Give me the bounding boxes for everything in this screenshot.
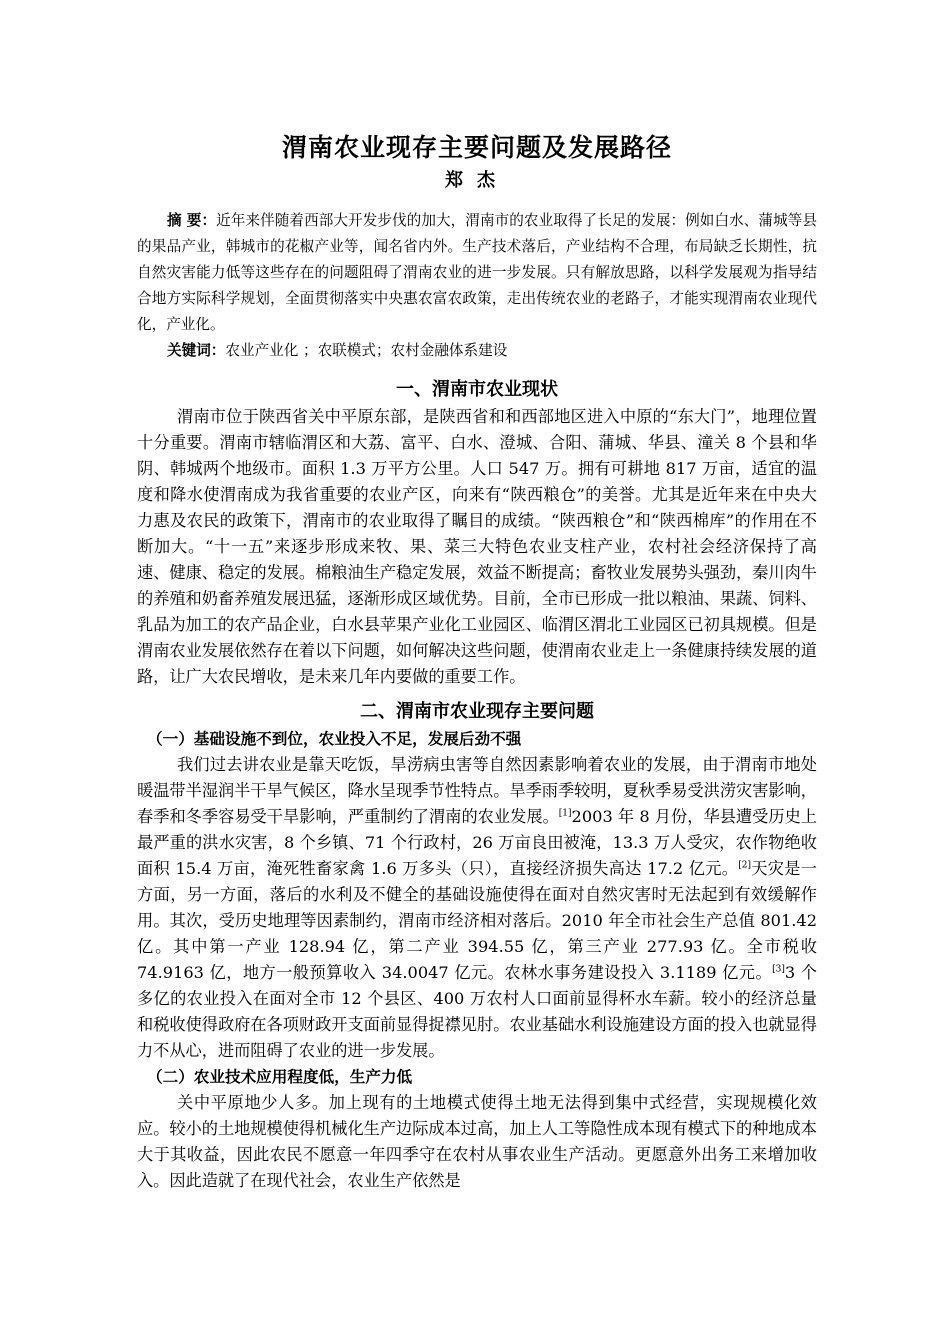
- paper-title: 渭南农业现存主要问题及发展路径: [281, 133, 672, 162]
- keywords-text: 农业产业化 ；农联模式；农村金融体系建设: [225, 342, 508, 359]
- abstract: [137, 208, 817, 338]
- paragraph-text-part-3: 天灾是一方面，另一方面，落后的水利及不健全的基础设施使得在面对自然灾害时无法起到有效缓解作用。其次，受历史地理等因素制约，渭南市经济相对落后。2010 年全市社会生产总值 801.42 亿。其中第一产业 128.94 亿，第二产业 394.55 亿，第三产业 277.93 亿。全市税收 74.9163 亿，地方一般预算收入 34.0047 亿元。农林水事务建设投入 3.1189 亿元。: [137, 859, 817, 982]
- subsection-1-paragraph: [137, 752, 817, 1064]
- citation-2: [2]: [738, 860, 751, 871]
- section-1-paragraph: 渭南市位于陕西省关中平原东部，是陕西省和和西部地区进入中原的“东大门”，地理位置十分重要。渭南市辖临渭区和大荔、富平、白水、澄城、合阳、蒲城、华县、潼关 8 个县和华阴、韩城两个地级市。面积 1.3 万平方公里。人口 547 万。拥有可耕地 817 万亩，适宜的温度和降水使渭南成为我省重要的农业产区，向来有“陕西粮仓”的美誉。尤其是近年来在中央大力惠及农民的政策下，渭南市的农业取得了瞩目的成绩。“陕西粮仓”和“陕西棉库”的作用在不断加大。“十一五”来逐步形成来牧、果、菜三大特色农业支柱产业，农村社会经济保持了高速、健康、稳定的发展。棉粮油生产稳定发展，效益不断提高；畜牧业发展势头强劲，秦川肉牛的养殖和奶畜养殖发展迅猛，逐渐形成区域优势。目前，全市已形成一批以粮油、果蔬、饲料、乳品为加工的农产品企业，白水县苹果产业化工业园区、临渭区渭北工业园区已初具规模。但是渭南农业发展依然存在着以下问题，如何解决这些问题，使渭南农业走上一条健康持续发展的道路，让广大农民增收，是未来几年内要做的重要工作。: [137, 407, 817, 686]
- section-1-heading: 一、渭南市农业现状: [396, 379, 558, 400]
- author-name: 郑杰: [445, 170, 509, 191]
- section-2-heading: 二、渭南市农业现存主要问题: [360, 701, 594, 722]
- paragraph-text-part-1: 我们过去讲农业是靠天吃饭，旱涝病虫害等自然因素影响着农业的发展，由于渭南市地处暖温带半湿润半干旱气候区，降水呈现季节性特点。旱季雨季较明，夏秋季易受洪涝灾害影响，春季和冬季容易受干旱影响，严重制约了渭南的农业发展。: [137, 755, 817, 826]
- subsection-2-heading: （二）农业技术应用程度低，生产力低: [147, 1068, 413, 1086]
- keywords-label: 关键词：: [167, 342, 226, 359]
- document-page: [137, 130, 817, 1194]
- keywords: [137, 338, 817, 364]
- abstract-text: 近年来伴随着西部大开发步伐的加大，渭南市的农业取得了长足的发展：例如白水、蒲城等县的果品产业，韩城市的花椒产业等，闻名省内外。生产技术落后，产业结构不合理，布局缺乏长期性，抗自然灾害能力低等这些存在的问题阻碍了渭南农业的进一步发展。只有解放思路，以科学发展观为指导结合地方实际科学规划，全面贯彻落实中央惠农富农政策，走出传统农业的老路子，才能实现渭南农业现代化，产业化。: [137, 212, 817, 333]
- citation-1: [1]: [558, 808, 572, 819]
- citation-3: [3]: [772, 964, 785, 975]
- abstract-label: 摘 要：: [167, 212, 217, 229]
- paragraph-text-part-2: 2003 年 8 月份，华县遭受历史上最严重的洪水灾害，8 个乡镇、71 个行政村，26 万亩良田被淹，13.3 万人受灾，农作物绝收面积 15.4 万亩，淹死牲畜家禽 1.6 万多头（只），直接经济损失高达 17.2 亿元。: [137, 807, 817, 878]
- paragraph-text-part-4: 3 个多亿的农业投入在面对全市 12 个县区、400 万农村人口面前显得杯水车薪。较小的经济总量和税收使得政府在各项财政开支面前显得捉襟见肘。农业基础水利设施建设方面的投入也就显得力不从心，进而阻碍了农业的进一步发展。: [137, 963, 817, 1060]
- subsection-2-paragraph: 关中平原地少人多。加上现有的土地模式使得土地无法得到集中式经营，实现规模化效应。较小的土地规模使得机械化生产边际成本过高，加上人工等隐性成本现有模式下的种地成本大于其收益，因此农民不愿意一年四季守在农村从事农业生产活动。更愿意外出务工来增加收入。因此造就了在现代社会，农业生产依然是: [137, 1093, 817, 1190]
- subsection-1-heading: （一）基础设施不到位，农业投入不足，发展后劲不强: [147, 730, 522, 748]
